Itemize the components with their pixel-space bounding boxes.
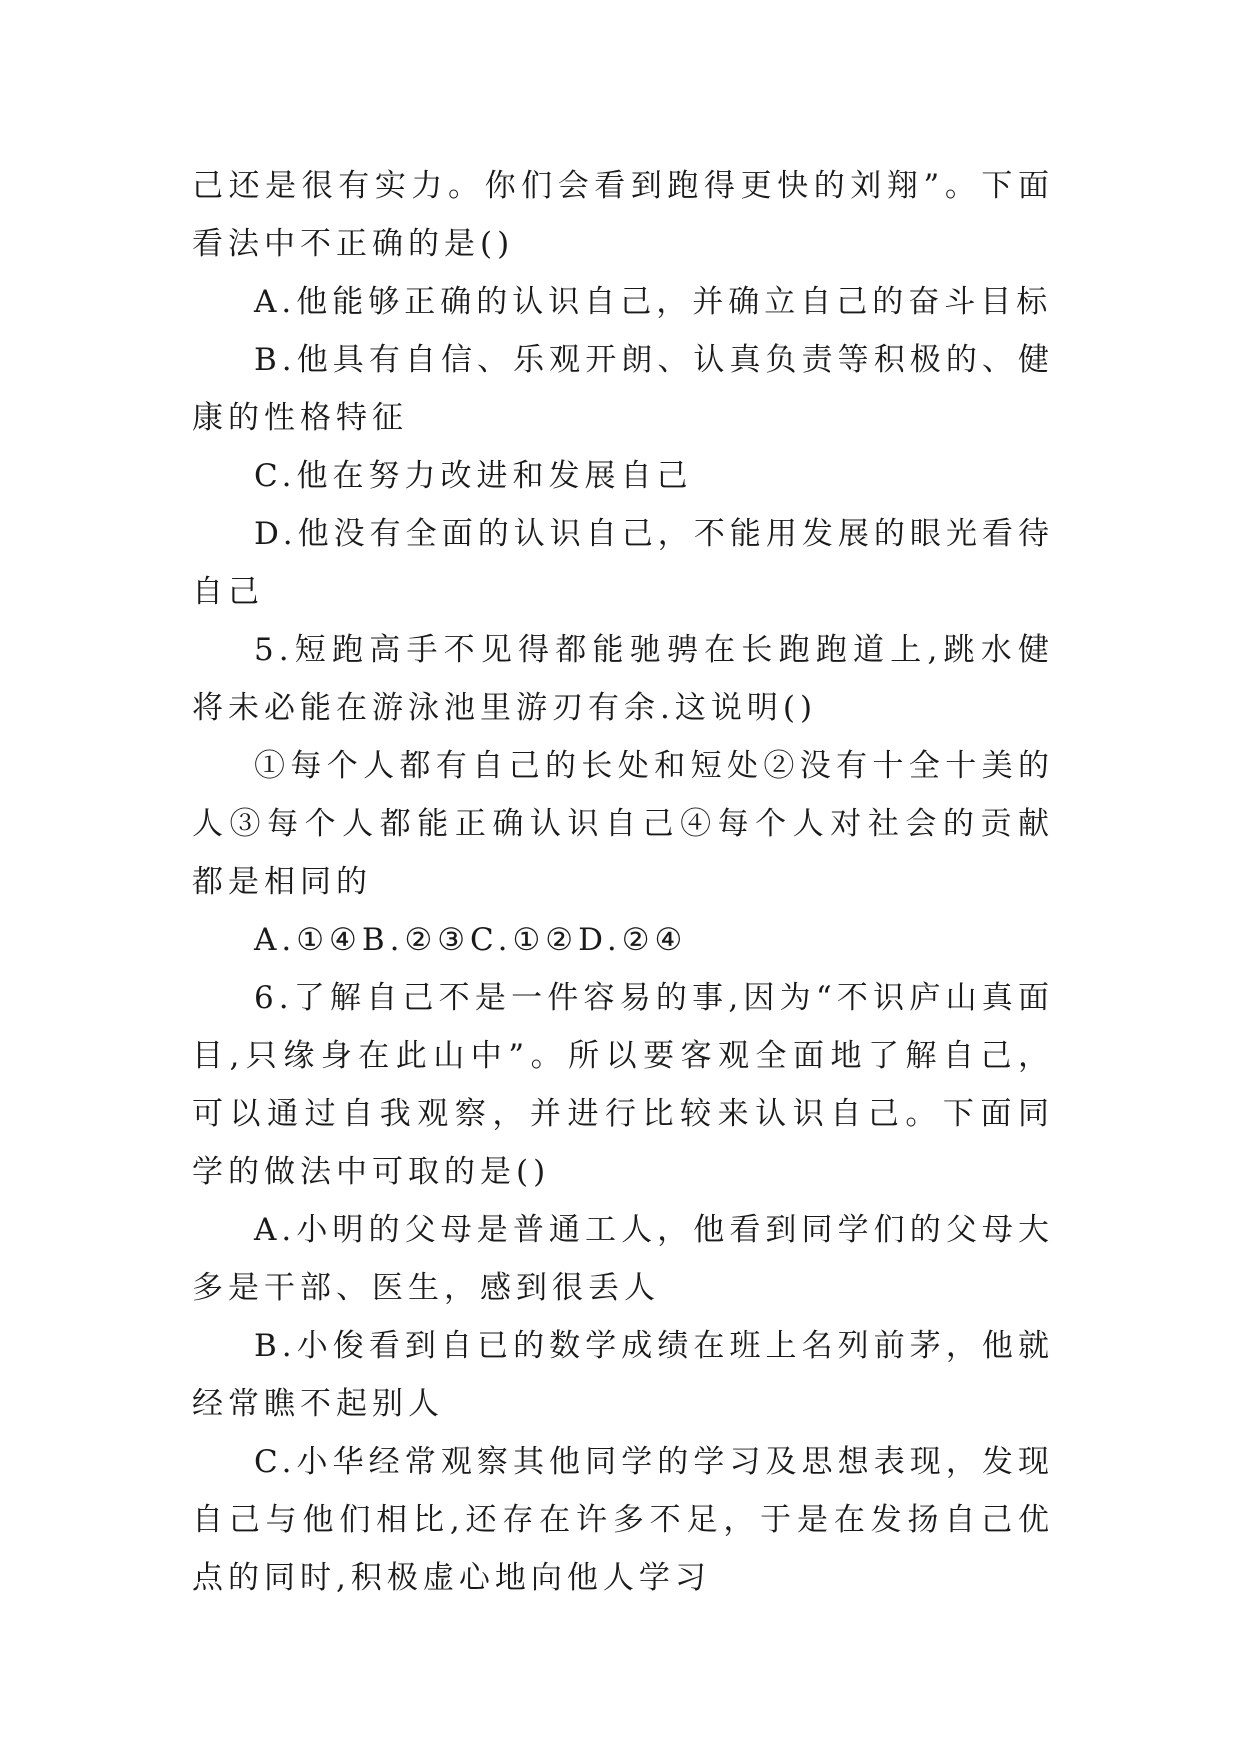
option-4a: A.他能够正确的认识自己，并确立自己的奋斗目标 <box>254 284 1053 320</box>
option-6c: C.小华经常观察其他同学的学习及思想表现，发现自己与他们相比,还存在许多不足，于是在发扬自己优点的同时,积极虚心地向他人学习 <box>192 1444 1054 1596</box>
option-4c: C.他在努力改进和发展自己 <box>254 458 693 494</box>
question-5: 5.短跑高手不见得都能驰骋在长跑跑道上,跳水健将未必能在游泳池里游刃有余.这说明() <box>192 632 1054 726</box>
document-body <box>192 157 1054 1607</box>
option-6a: A.小明的父母是普通工人，他看到同学们的父母大多是干部、医生，感到很丢人 <box>192 1212 1054 1306</box>
question-5-statements: ①每个人都有自己的长处和短处②没有十全十美的人③每个人都能正确认识自己④每个人对社会的贡献都是相同的 <box>192 748 1054 900</box>
paragraph-question-4-continued: 己还是很有实力。你们会看到跑得更快的刘翔”。下面看法中不正确的是() <box>192 168 1054 262</box>
option-6b: B.小俊看到自已的数学成绩在班上名列前茅，他就经常瞧不起别人 <box>192 1328 1054 1422</box>
question-6: 6.了解自己不是一件容易的事,因为“不识庐山真面目,只缘身在此山中”。所以要客观全面地了解自己，可以通过自我观察，并进行比较来认识自己。下面同学的做法中可取的是() <box>192 980 1054 1190</box>
question-5-options: A.①④B.②③C.①②D.②④ <box>254 922 688 958</box>
option-4b: B.他具有自信、乐观开朗、认真负责等积极的、健康的性格特征 <box>192 342 1054 436</box>
option-4d: D.他没有全面的认识自己，不能用发展的眼光看待自己 <box>192 516 1054 610</box>
